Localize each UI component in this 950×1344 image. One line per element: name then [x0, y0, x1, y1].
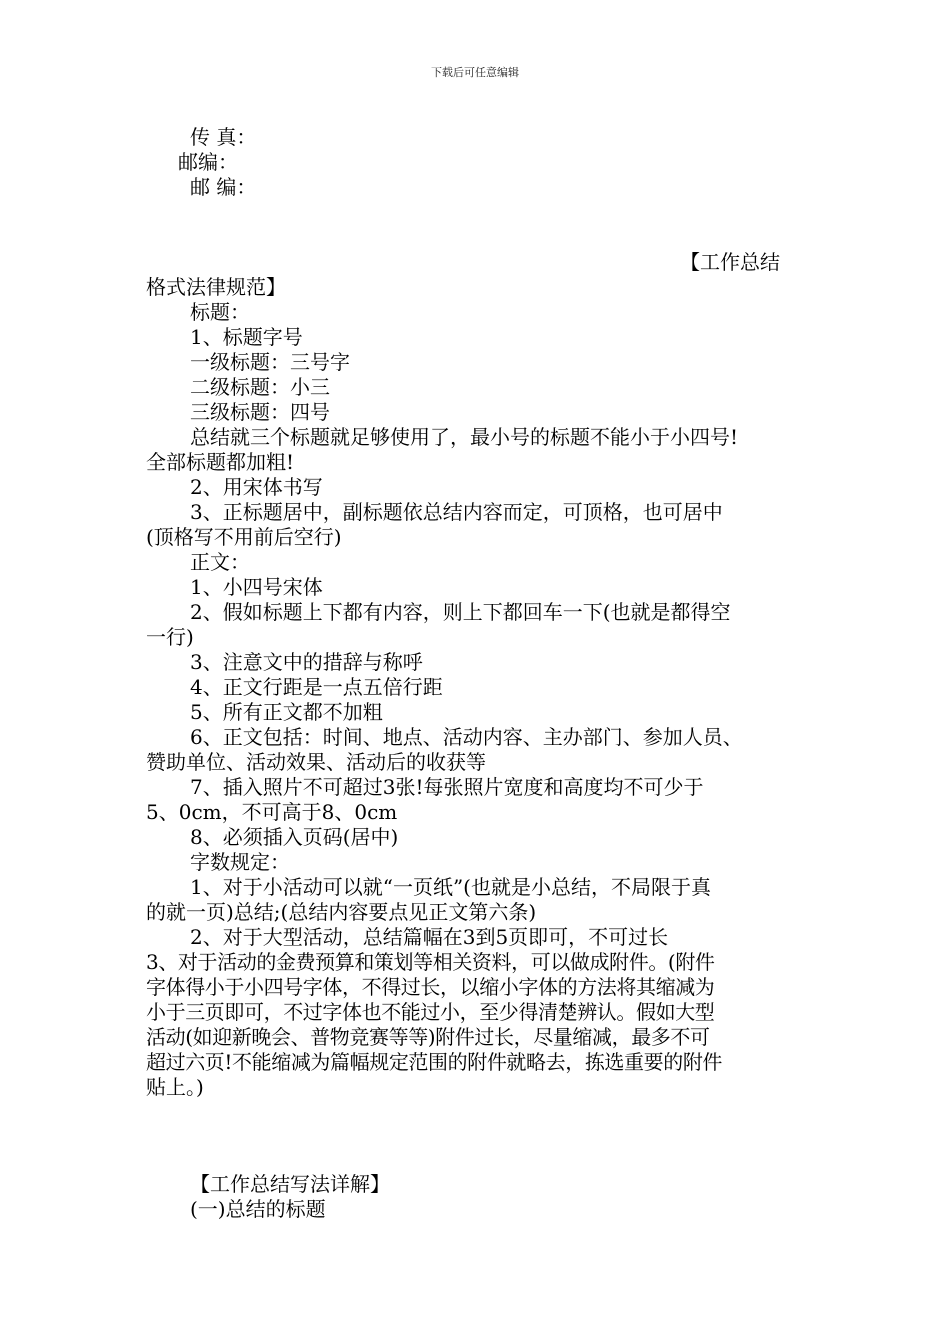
subsection-heading: (一)总结的标题	[190, 1197, 326, 1221]
paragraph: 2、假如标题上下都有内容，则上下都回车一下(也就是都得空	[190, 600, 731, 624]
paragraph: 3、注意文中的措辞与称呼	[190, 650, 423, 674]
postcode-label: 邮编：	[178, 150, 238, 174]
postcode-label-2: 邮 编：	[190, 175, 257, 199]
paragraph: 3、对于活动的金费预算和策划等相关资料，可以做成附件。(附件	[146, 950, 715, 974]
paragraph: 标题：	[190, 300, 250, 324]
paragraph: 正文：	[190, 550, 250, 574]
paragraph: 5、所有正文都不加粗	[190, 700, 383, 724]
paragraph: 1、小四号宋体	[190, 575, 323, 599]
paragraph: 1、对于小活动可以就“一页纸”(也就是小总结，不局限于真	[190, 875, 711, 899]
section-heading-format: 【工作总结	[680, 250, 780, 274]
paragraph: 7、插入照片不可超过3张!每张照片宽度和高度均不可少于	[190, 775, 704, 799]
paragraph: 4、正文行距是一点五倍行距	[190, 675, 443, 699]
fax-label: 传 真：	[190, 125, 257, 149]
paragraph: 字体得小于小四号字体，不得过长，以缩小字体的方法将其缩减为	[146, 975, 715, 999]
paragraph: 二级标题：小三	[190, 375, 330, 399]
paragraph: 6、正文包括：时间、地点、活动内容、主办部门、参加人员、	[190, 725, 743, 749]
paragraph: 三级标题：四号	[190, 400, 330, 424]
paragraph: 字数规定：	[190, 850, 290, 874]
paragraph: 贴上。)	[146, 1075, 204, 1099]
paragraph: 活动(如迎新晚会、普物竞赛等等)附件过长，尽量缩减，最多不可	[146, 1025, 710, 1049]
paragraph: 一级标题：三号字	[190, 350, 350, 374]
paragraph: 2、用宋体书写	[190, 475, 323, 499]
paragraph: 的就一页)总结;(总结内容要点见正文第六条)	[146, 900, 537, 924]
paragraph: 一行)	[146, 625, 194, 649]
page-header: 下载后可任意编辑	[431, 66, 519, 79]
paragraph: 总结就三个标题就足够使用了，最小号的标题不能小于小四号!	[190, 425, 739, 449]
paragraph: 2、对于大型活动，总结篇幅在3到5页即可，不可过长	[190, 925, 669, 949]
paragraph: 超过六页!不能缩减为篇幅规定范围的附件就略去，拣选重要的附件	[146, 1050, 723, 1074]
paragraph: 赞助单位、活动效果、活动后的收获等	[146, 750, 486, 774]
paragraph: 1、标题字号	[190, 325, 303, 349]
paragraph: 5、0cm，不可高于8、0cm	[146, 800, 398, 824]
paragraph: 8、必须插入页码(居中)	[190, 825, 399, 849]
section-heading-format-cont: 格式法律规范】	[146, 275, 286, 299]
section-heading-writing: 【工作总结写法详解】	[190, 1172, 390, 1196]
paragraph: 3、正标题居中，副标题依总结内容而定，可顶格，也可居中	[190, 500, 723, 524]
paragraph: (顶格写不用前后空行)	[146, 525, 342, 549]
paragraph: 全部标题都加粗!	[146, 450, 295, 474]
paragraph: 小于三页即可，不过字体也不能过小，至少得清楚辨认。假如大型	[146, 1000, 715, 1024]
